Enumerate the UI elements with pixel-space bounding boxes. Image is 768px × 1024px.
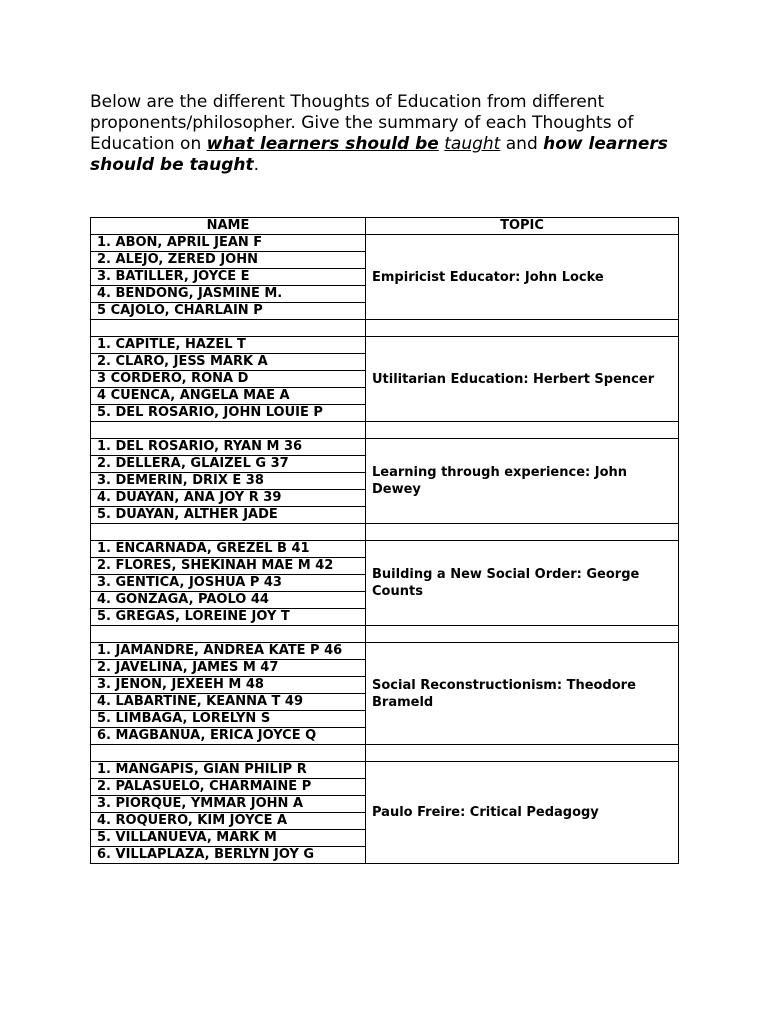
table-header-row [91, 218, 679, 235]
empty-cell [366, 320, 679, 337]
instructions-emphasis-what: what learners should be [206, 134, 439, 154]
student-name-cell: 4. BENDONG, JASMINE M. [91, 286, 366, 303]
student-name-cell: 3. GENTICA, JOSHUA P 43 [91, 575, 366, 592]
instructions-emphasis-taught: taught [444, 134, 501, 154]
table-row [91, 541, 679, 558]
student-name-cell: 3. BATILLER, JOYCE E [91, 269, 366, 286]
instructions-period: . [253, 155, 260, 175]
empty-cell [366, 745, 679, 762]
student-name-cell: 2. ALEJO, ZERED JOHN [91, 252, 366, 269]
topic-cell: Empiricist Educator: John Locke [366, 235, 679, 320]
empty-cell [366, 524, 679, 541]
table-row [91, 643, 679, 660]
student-name-cell: 2. CLARO, JESS MARK A [91, 354, 366, 371]
table-row [91, 762, 679, 779]
student-name-cell: 5. VILLANUEVA, MARK M [91, 830, 366, 847]
empty-cell [91, 745, 366, 762]
student-name-cell: 2. JAVELINA, JAMES M 47 [91, 660, 366, 677]
student-name-cell: 5. GREGAS, LOREINE JOY T [91, 609, 366, 626]
student-name-cell: 4. LABARTINE, KEANNA T 49 [91, 694, 366, 711]
student-name-cell: 4. ROQUERO, KIM JOYCE A [91, 813, 366, 830]
student-name-cell: 1. MANGAPIS, GIAN PHILIP R [91, 762, 366, 779]
student-name-cell: 2. DELLERA, GLAIZEL G 37 [91, 456, 366, 473]
student-name-cell: 3. JENON, JEXEEH M 48 [91, 677, 366, 694]
instructions-emphasis-how: how learners should be taught [90, 134, 668, 175]
instructions-paragraph [90, 92, 690, 176]
student-name-cell: 6. VILLAPLAZA, BERLYN JOY G [91, 847, 366, 864]
assignment-table [90, 217, 679, 864]
student-name-cell: 1. CAPITLE, HAZEL T [91, 337, 366, 354]
student-name-cell: 6. MAGBANUA, ERICA JOYCE Q [91, 728, 366, 745]
table-row [91, 235, 679, 252]
student-name-cell: 4. DUAYAN, ANA JOY R 39 [91, 490, 366, 507]
topic-cell: Building a New Social Order: George Counts [366, 541, 679, 626]
topic-cell: Paulo Freire: Critical Pedagogy [366, 762, 679, 864]
spacer-row [91, 320, 679, 337]
empty-cell [91, 422, 366, 439]
student-name-cell: 1. DEL ROSARIO, RYAN M 36 [91, 439, 366, 456]
instructions-text: Below are the different Thoughts of Education from different proponents/philosopher. Give the summary of each Thoughts of Education on [90, 92, 634, 154]
topic-cell: Social Reconstructionism: Theodore Brameld [366, 643, 679, 745]
empty-cell [91, 524, 366, 541]
topic-cell: Learning through experience: John Dewey [366, 439, 679, 524]
student-name-cell: 4. GONZAGA, PAOLO 44 [91, 592, 366, 609]
student-name-cell: 1. ENCARNADA, GREZEL B 41 [91, 541, 366, 558]
table-body [91, 235, 679, 864]
student-name-cell: 3 CORDERO, RONA D [91, 371, 366, 388]
header-topic: TOPIC [366, 218, 679, 235]
student-name-cell: 1. ABON, APRIL JEAN F [91, 235, 366, 252]
header-name: NAME [91, 218, 366, 235]
student-name-cell: 2. FLORES, SHEKINAH MAE M 42 [91, 558, 366, 575]
empty-cell [91, 626, 366, 643]
student-name-cell: 1. JAMANDRE, ANDREA KATE P 46 [91, 643, 366, 660]
topic-cell: Utilitarian Education: Herbert Spencer [366, 337, 679, 422]
student-name-cell: 3. PIORQUE, YMMAR JOHN A [91, 796, 366, 813]
student-name-cell: 5. LIMBAGA, LORELYN S [91, 711, 366, 728]
empty-cell [366, 626, 679, 643]
spacer-row [91, 745, 679, 762]
student-name-cell: 3. DEMERIN, DRIX E 38 [91, 473, 366, 490]
student-name-cell: 4 CUENCA, ANGELA MAE A [91, 388, 366, 405]
spacer-row [91, 422, 679, 439]
empty-cell [91, 320, 366, 337]
student-name-cell: 5. DUAYAN, ALTHER JADE [91, 507, 366, 524]
student-name-cell: 5. DEL ROSARIO, JOHN LOUIE P [91, 405, 366, 422]
table-row [91, 337, 679, 354]
instructions-and: and [500, 134, 544, 154]
student-name-cell: 5 CAJOLO, CHARLAIN P [91, 303, 366, 320]
empty-cell [366, 422, 679, 439]
student-name-cell: 2. PALASUELO, CHARMAINE P [91, 779, 366, 796]
table-row [91, 439, 679, 456]
spacer-row [91, 626, 679, 643]
spacer-row [91, 524, 679, 541]
